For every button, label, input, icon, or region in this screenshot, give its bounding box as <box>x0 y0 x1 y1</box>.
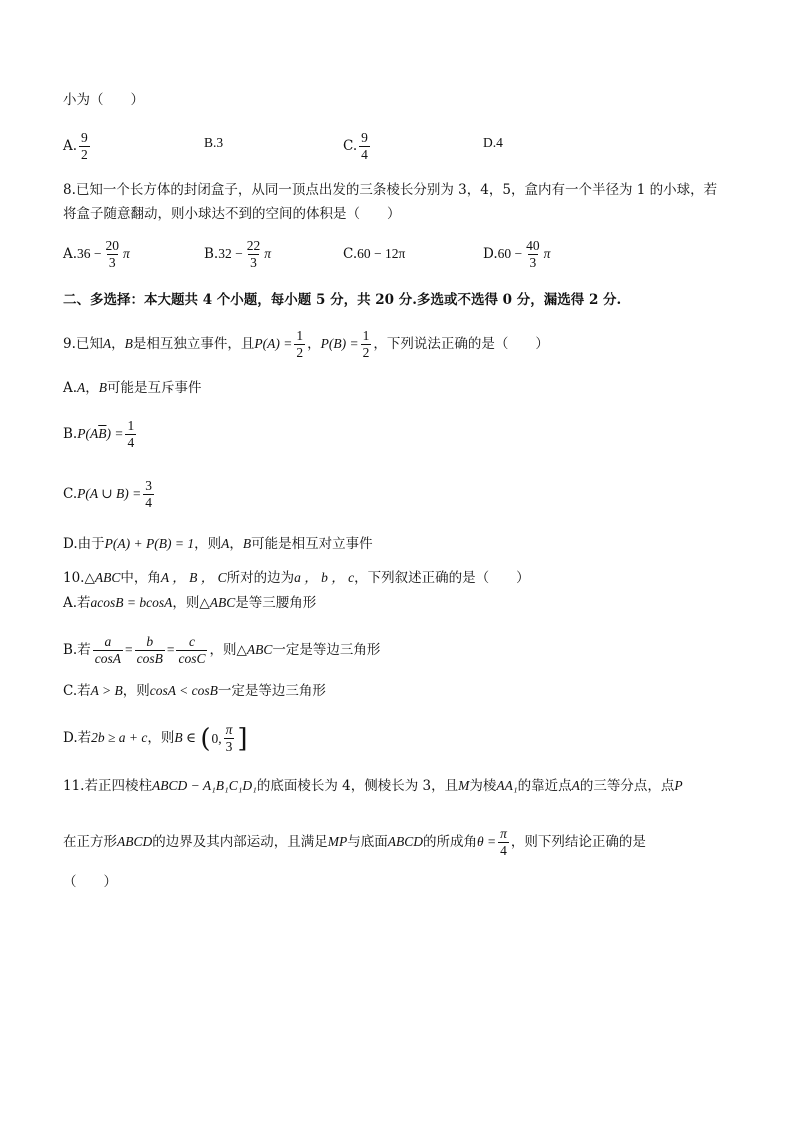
q10-option-a <box>63 593 316 613</box>
q10-option-b-frac-a <box>93 634 123 667</box>
q9-option-b-close: ) = <box>106 426 124 441</box>
q9-option-c-den: 4 <box>145 495 152 510</box>
q8-option-c-expr: 60 − 12π <box>357 246 406 261</box>
q10-option-b-frac-b-den: cosB <box>136 651 163 666</box>
q9-text1: 是相互独立事件，且 <box>132 336 255 352</box>
q10-option-b-frac-c-den: cosC <box>178 651 206 666</box>
q11-stem-line1 <box>63 776 683 796</box>
q8-option-a-fraction <box>104 238 122 271</box>
q9-option-d <box>63 534 373 554</box>
q10-option-b-end: 一定是等边三角形 <box>272 642 381 658</box>
q8-stem-line1: 8.已知一个长方体的封闭盒子，从同一顶点出发的三条棱长分别为 3，4，5，盒内有一个半径为 1 的小球，若 <box>63 182 718 198</box>
q11-l2-text1: 在正方形 <box>63 834 117 850</box>
q8-option-c-label: C. <box>343 246 358 262</box>
q7-option-a-fraction <box>79 130 90 163</box>
q9-option-c <box>63 478 156 511</box>
q9-option-b-bar: $\overline{B}$ <box>98 426 107 441</box>
q11-abcd2: ABCD <box>387 834 423 849</box>
q11-theta-den: 4 <box>500 843 507 858</box>
q9-half-1 <box>294 328 305 361</box>
q10-option-b-frac-a-num: a <box>104 634 112 649</box>
q9-option-d-text2: 可能是相互对立事件 <box>251 536 373 552</box>
q10-option-d-interval <box>200 722 247 755</box>
q11-theta-fraction <box>498 826 509 859</box>
q7-option-c <box>343 130 372 163</box>
q8-option-b-den: 3 <box>250 255 257 270</box>
q9-option-b-num: 1 <box>127 418 135 433</box>
q11-stem-line2 <box>63 826 646 859</box>
q7-option-a-den: 2 <box>81 147 88 162</box>
q10-sides: a ， b ， c <box>294 570 355 585</box>
q10-option-d-den: 3 <box>225 739 233 754</box>
q7-option-c-den: 4 <box>361 147 368 162</box>
q8-option-a-post: π <box>123 246 130 261</box>
q9-option-a-event-a: A <box>77 380 86 395</box>
q7-option-a-label: A. <box>63 138 78 154</box>
q10-option-d-fraction <box>224 722 235 755</box>
q10-option-d-zero: 0, <box>211 730 222 746</box>
q11-m: M <box>458 778 470 793</box>
q9-option-a-sep: ， <box>85 380 99 396</box>
q8-option-c <box>343 244 405 264</box>
q7-option-a-num: 9 <box>81 130 88 145</box>
q11-text4: 的三等分点，点 <box>579 778 675 794</box>
q8-option-b-fraction <box>245 238 263 271</box>
q9-option-c-expr: P(A ∪ B) = <box>77 486 142 501</box>
q7-tail: 小为（ ） <box>63 92 144 108</box>
q10-option-a-mid: ，则 <box>172 595 200 611</box>
q11-mp: MP <box>327 834 348 849</box>
q10-option-b-frac-c <box>176 634 207 667</box>
q8-option-d-pre: 60 − <box>497 246 523 261</box>
q11-l2-text2: 的边界及其内部运动，且满足 <box>152 834 328 850</box>
q11-stem-line3: （ ） <box>63 874 117 890</box>
q8-option-a-pre: 36 − <box>77 246 102 261</box>
q8-option-b-num: 22 <box>246 238 261 253</box>
q9-event-b: B <box>124 336 133 351</box>
q8-option-b-label: B. <box>204 246 219 262</box>
q9-option-d-label: D.由于 <box>63 536 105 552</box>
q8-option-d-den: 3 <box>529 255 537 270</box>
q10-option-d-num: π <box>225 722 233 737</box>
q10-option-a-label: A.若 <box>63 595 91 611</box>
q7-option-c-label: C. <box>343 138 358 154</box>
q9-option-b-fraction <box>125 418 136 451</box>
q9-half-1-den: 2 <box>296 345 304 360</box>
q9-stem <box>63 328 549 361</box>
q8-option-d <box>483 238 550 271</box>
q7-option-b: B.3 <box>204 135 224 150</box>
q9-option-d-sep: ， <box>229 536 243 552</box>
q9-half-2-den: 2 <box>362 345 370 360</box>
q9-option-b-den: 4 <box>127 435 135 450</box>
q10-option-d-expr: 2b ≥ a + c <box>91 730 148 745</box>
q9-sep: ， <box>111 336 125 352</box>
q9-pb: P(B) = <box>320 336 359 351</box>
q7-option-d: D.4 <box>483 135 503 150</box>
q8-option-b <box>204 238 271 271</box>
q9-option-c-fraction <box>143 478 154 511</box>
q9-option-a <box>63 378 202 398</box>
q9-option-d-event-b: B <box>242 536 252 551</box>
q10-option-b-eq1: = <box>124 642 133 657</box>
q9-option-d-expr: P(A) + P(B) = 1 <box>104 536 195 551</box>
q10-text3: ，下列叙述正确的是（ ） <box>354 570 530 586</box>
q9-option-c-label: C. <box>63 486 78 502</box>
q8-option-a-num: 20 <box>105 238 120 253</box>
q9-option-d-event-a: A <box>221 536 230 551</box>
q9-option-d-text1: ，则 <box>194 536 222 552</box>
q8-option-a <box>63 238 130 271</box>
q8-option-d-fraction <box>524 238 542 271</box>
q9-option-b-expr: P(A <box>77 426 99 441</box>
q10-option-c-expr2: cosA < cosB <box>149 683 218 698</box>
q9-half-2 <box>361 328 372 361</box>
q10-option-b-frac-b <box>135 634 165 667</box>
section2-heading: 二、多选择：本大题共 4 个小题，每小题 5 分，共 20 分.多选或不选得 0 分，漏选得 2 分. <box>63 292 622 308</box>
q11-prefix: 11.若正四棱柱 <box>63 778 152 794</box>
q8-stem-line2: 将盒子随意翻动，则小球达不到的空间的体积是（ ） <box>63 206 401 222</box>
q10-prefix: 10. <box>63 570 85 586</box>
q10-option-d-mid: ，则 <box>147 730 175 746</box>
q9-prefix: 9.已知 <box>63 336 103 352</box>
q9-sep2: ， <box>307 336 321 352</box>
q9-pa: P(A) = <box>254 336 293 351</box>
q11-theta: θ = <box>477 834 497 849</box>
q10-angles: A ， B ， C <box>160 570 227 585</box>
q11-l2-text5: ，则下列结论正确的是 <box>510 834 646 850</box>
q9-half-1-num: 1 <box>296 328 304 343</box>
q10-option-b-frac-a-den: cosA <box>94 651 121 666</box>
q8-option-a-label: A. <box>63 246 78 262</box>
q10-text1: 中，角 <box>120 570 161 586</box>
q7-option-c-fraction <box>359 130 370 163</box>
q10-option-b-mid: ，则 <box>209 642 237 658</box>
q9-option-a-event-b: B <box>98 380 108 395</box>
q10-option-b-label: B.若 <box>63 642 91 658</box>
q7-option-c-num: 9 <box>361 130 368 145</box>
q10-option-b-frac-c-num: c <box>188 634 195 649</box>
q8-option-d-num: 40 <box>526 238 540 253</box>
q10-triangle: △ABC <box>84 570 121 585</box>
q10-option-d-open-paren: ( <box>200 723 211 754</box>
q9-half-2-num: 1 <box>362 328 370 343</box>
q11-p: P <box>674 778 683 793</box>
q11-a: A <box>571 778 580 793</box>
q10-option-d-close-bracket: ] <box>237 723 248 754</box>
q8-option-a-den: 3 <box>108 255 116 270</box>
q9-option-b <box>63 418 138 451</box>
q10-option-d-label: D.若 <box>63 730 92 746</box>
q11-l2-text4: 的所成角 <box>423 834 477 850</box>
q10-option-c-end: 一定是等边三角形 <box>217 683 326 699</box>
q11-text3: 的靠近点 <box>517 778 572 794</box>
q11-l2-text3: 与底面 <box>347 834 388 850</box>
q10-option-c-label: C.若 <box>63 683 91 699</box>
q8-option-d-label: D. <box>483 246 498 262</box>
q11-theta-num: π <box>500 826 507 841</box>
q10-option-a-triangle: △ABC <box>199 595 236 610</box>
q9-text2: ，下列说法正确的是（ ） <box>373 336 549 352</box>
q10-option-b-frac-b-num: b <box>146 634 154 649</box>
q8-option-b-pre: 32 − <box>218 246 243 261</box>
q10-option-b-eq2: = <box>166 642 175 657</box>
q10-stem <box>63 568 530 588</box>
q9-option-a-label: A. <box>63 380 78 396</box>
q7-option-a <box>63 130 92 163</box>
q8-option-b-post: π <box>264 246 271 261</box>
q10-option-d-expr2: B ∈ <box>174 730 197 745</box>
q11-aa1: AA₁ <box>496 778 518 793</box>
q8-option-d-post: π <box>543 246 551 261</box>
q10-text2: 所对的边为 <box>226 570 295 586</box>
q9-event-a: A <box>102 336 112 351</box>
q10-option-c-expr1: A > B <box>90 683 123 698</box>
q9-option-c-num: 3 <box>145 478 152 493</box>
q10-option-b-triangle: △ABC <box>236 642 273 657</box>
q11-abcd: ABCD <box>117 834 153 849</box>
q10-option-b <box>63 634 380 667</box>
q10-option-a-end: 是等三腰角形 <box>235 595 317 611</box>
q11-text1: 的底面棱长为 4，侧棱长为 3，且 <box>256 778 459 794</box>
q10-option-a-expr: acosB = bcosA <box>90 595 173 610</box>
q9-option-b-label: B. <box>63 426 78 442</box>
q10-option-c <box>63 681 326 701</box>
q10-option-c-mid: ，则 <box>122 683 150 699</box>
q10-option-d <box>63 722 248 755</box>
q9-option-a-text: 可能是互斥事件 <box>107 380 202 396</box>
q11-text2: 为棱 <box>469 778 497 794</box>
q11-prism: ABCD − A₁B₁C₁D₁ <box>151 778 257 793</box>
